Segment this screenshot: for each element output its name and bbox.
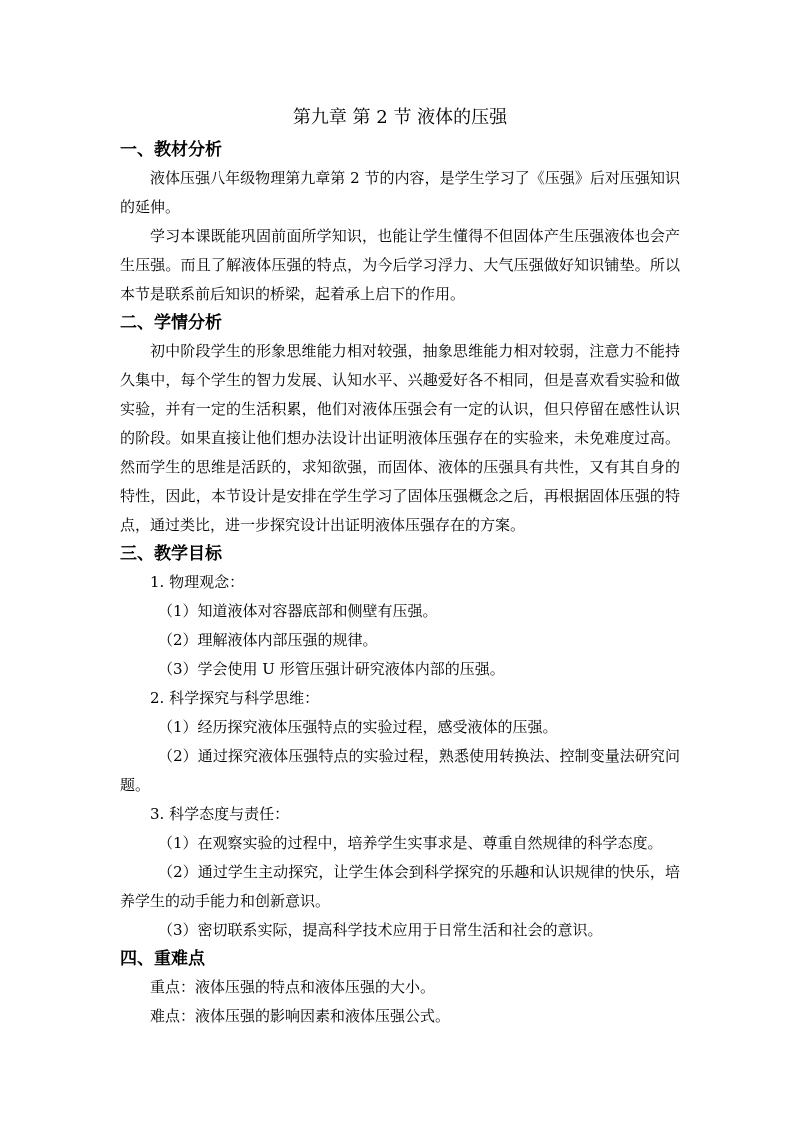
section-heading-teaching-goals: 三、教学目标 [120, 544, 222, 564]
goal-item: （2）理解液体内部压强的规律。 [158, 631, 378, 649]
paragraph: 学习本课既能巩固前面所学知识，也能让学生懂得不但固体产生压强液体也会产生压强。而且了解液体压强的特点，为今后学习浮力、大气压强做好知识铺垫。所以本节是联系前后知识的桥梁，起着承上启下的作用。 [120, 227, 680, 303]
goal-item: （2）通过探究液体压强特点的实验过程，熟悉使用转换法、控制变量法研究问题。 [120, 747, 680, 794]
goal-item: （3）密切联系实际，提高科学技术应用于日常生活和社会的意识。 [158, 921, 603, 939]
section-heading-textbook-analysis: 一、教材分析 [120, 140, 222, 160]
document-page [120, 100, 680, 1031]
goal-item: （1）经历探究液体压强特点的实验过程，感受液体的压强。 [158, 718, 558, 736]
section-heading-student-analysis: 二、学情分析 [120, 313, 222, 333]
goal-item: （3）学会使用 U 形管压强计研究液体内部的压强。 [158, 660, 505, 678]
goal-item: （1）知道液体对容器底部和侧壁有压强。 [158, 602, 438, 620]
document-title: 第九章 第 2 节 液体的压强 [292, 107, 508, 128]
goal-label-scientific-inquiry: 2. 科学探究与科学思维： [150, 689, 320, 707]
goal-item: （1）在观察实验的过程中，培养学生实事求是、尊重自然规律的科学态度。 [158, 834, 663, 852]
goal-item: （2）通过学生主动探究，让学生体会到科学探究的乐趣和认识规律的快乐，培养学生的动手能力和创新意识。 [120, 863, 680, 910]
paragraph: 液体压强八年级物理第九章第 2 节的内容，是学生学习了《压强》后对压强知识的延伸。 [120, 169, 680, 216]
difficult-point: 难点：液体压强的影响因素和液体压强公式。 [150, 1007, 451, 1025]
paragraph: 初中阶段学生的形象思维能力相对较强，抽象思维能力相对较弱，注意力不能持久集中，每个学生的智力发展、认知水平、兴趣爱好各不相同，但是喜欢看实验和做实验，并有一定的生活积累，他们对液体压强会有一定的认识，但只停留在感性认识的阶段。如果直接让他们想办法设计出证明液体压强存在的实验来，未免难度过高。然而学生的思维是活跃的，求知欲强，而固体、液体的压强具有共性，又有其自身的特性，因此，本节设计是安排在学生学习了固体压强概念之后，再根据固体压强的特点，通过类比，进一步探究设计出证明液体压强存在的方案。 [120, 342, 680, 534]
goal-label-scientific-attitude: 3. 科学态度与责任： [150, 805, 290, 823]
section-heading-key-points: 四、重难点 [120, 949, 205, 969]
goal-label-physics-concept: 1. 物理观念： [150, 573, 245, 591]
key-point: 重点：液体压强的特点和液体压强的大小。 [150, 978, 436, 996]
